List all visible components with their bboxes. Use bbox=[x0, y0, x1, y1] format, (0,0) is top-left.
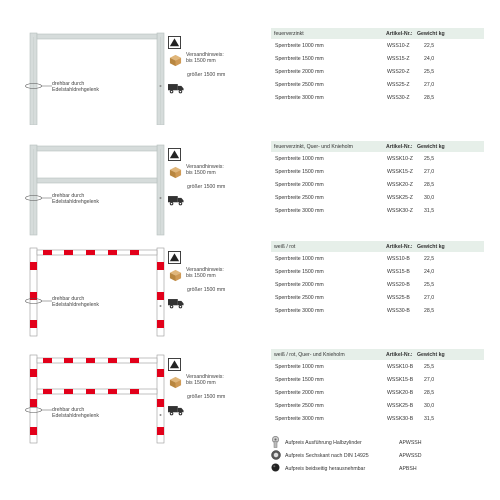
shipping-info bbox=[168, 148, 228, 209]
price-table bbox=[271, 349, 484, 425]
table-row: Sperrbreite 3000 mm WSS30-B 28,5 bbox=[275, 307, 435, 314]
pivot-note: drehbar durch Edelstahldrehgelenk bbox=[52, 296, 100, 308]
table-row: Sperrbreite 1000 mm WSS10-Z 22,5 bbox=[275, 42, 435, 49]
table-row: Sperrbreite 2500 mm WSS25-B 27,0 bbox=[275, 294, 435, 301]
package-box-icon bbox=[168, 269, 183, 282]
table-row: Sperrbreite 1500 mm WSSK15-B 27,0 bbox=[275, 376, 435, 383]
package-box-icon bbox=[168, 166, 183, 179]
truck-icon bbox=[168, 83, 184, 94]
shipping-upto-label: Versandhinweis: bis 1500 mm bbox=[186, 374, 224, 386]
shipping-over-label: größer 1500 mm bbox=[187, 394, 226, 400]
table-row: Sperrbreite 2500 mm WSS25-Z 27,0 bbox=[275, 81, 435, 88]
table-row: Sperrbreite 1000 mm WSSK10-B 25,5 bbox=[275, 363, 435, 370]
table-row: Sperrbreite 3000 mm WSSK30-B 31,5 bbox=[275, 415, 435, 422]
table-row: Sperrbreite 2500 mm WSSK25-Z 30,0 bbox=[275, 194, 435, 201]
warning-triangle-icon bbox=[168, 358, 181, 371]
package-box-icon bbox=[168, 376, 183, 389]
warning-triangle-icon bbox=[168, 148, 181, 161]
truck-icon bbox=[168, 298, 184, 309]
package-box-icon bbox=[168, 54, 183, 67]
accessories-list bbox=[271, 436, 484, 475]
table-row: Sperrbreite 1000 mm WSSK10-Z 25,5 bbox=[275, 155, 435, 162]
list-item: Aufpreis Sechskant nach DIN 14925 APWSSD bbox=[271, 449, 484, 462]
cylinder-lock-icon bbox=[271, 436, 280, 448]
shipping-info bbox=[168, 251, 228, 312]
black-knob-icon bbox=[271, 463, 280, 472]
warning-triangle-icon bbox=[168, 251, 181, 264]
price-table bbox=[271, 241, 484, 317]
list-item: Aufpreis Ausführung Halbzylinder APWSSH bbox=[271, 436, 484, 449]
hex-key-lock-icon bbox=[271, 450, 281, 460]
truck-icon bbox=[168, 195, 184, 206]
table-header: weiß / rot, Quer- und Knieholm Artikel-Nr.: Gewicht kg bbox=[271, 349, 484, 360]
shipping-info bbox=[168, 36, 228, 97]
product-section-white-red-knee bbox=[0, 345, 500, 445]
shipping-over-label: größer 1500 mm bbox=[187, 287, 226, 293]
table-row: Sperrbreite 3000 mm WSSK30-Z 31,5 bbox=[275, 207, 435, 214]
pivot-note: drehbar durch Edelstahldrehgelenk bbox=[52, 407, 100, 419]
table-row: Sperrbreite 2000 mm WSS20-Z 25,5 bbox=[275, 68, 435, 75]
shipping-upto-label: Versandhinweis: bis 1500 mm bbox=[186, 52, 224, 64]
shipping-upto-label: Versandhinweis: bis 1500 mm bbox=[186, 267, 224, 279]
product-section-galvanized bbox=[0, 25, 500, 125]
table-row: Sperrbreite 1500 mm WSSK15-Z 27,0 bbox=[275, 168, 435, 175]
pivot-note: drehbar durch Edelstahldrehgelenk bbox=[52, 193, 100, 205]
truck-icon bbox=[168, 405, 184, 416]
shipping-over-label: größer 1500 mm bbox=[187, 184, 226, 190]
price-table bbox=[271, 141, 484, 217]
table-row: Sperrbreite 1500 mm WSS15-B 24,0 bbox=[275, 268, 435, 275]
product-section-galvanized-knee bbox=[0, 137, 500, 237]
table-row: Sperrbreite 2000 mm WSSK20-Z 28,5 bbox=[275, 181, 435, 188]
shipping-info bbox=[168, 358, 228, 419]
pivot-note: drehbar durch Edelstahldrehgelenk bbox=[52, 81, 100, 93]
warning-triangle-icon bbox=[168, 36, 181, 49]
price-table bbox=[271, 28, 484, 104]
list-item: Aufpreis beidseitig herausnehmbar APBSH bbox=[271, 462, 484, 475]
table-row: Sperrbreite 1000 mm WSS10-B 22,5 bbox=[275, 255, 435, 262]
table-header: feuerverzinkt, Quer- und Knieholm Artikel-Nr.: Gewicht kg bbox=[271, 141, 484, 152]
table-row: Sperrbreite 2000 mm WSS20-B 25,5 bbox=[275, 281, 435, 288]
table-row: Sperrbreite 2500 mm WSSK25-B 30,0 bbox=[275, 402, 435, 409]
table-row: Sperrbreite 2000 mm WSSK20-B 28,5 bbox=[275, 389, 435, 396]
table-row: Sperrbreite 3000 mm WSS30-Z 28,5 bbox=[275, 94, 435, 101]
table-row: Sperrbreite 1500 mm WSS15-Z 24,0 bbox=[275, 55, 435, 62]
shipping-upto-label: Versandhinweis: bis 1500 mm bbox=[186, 164, 224, 176]
shipping-over-label: größer 1500 mm bbox=[187, 72, 226, 78]
product-section-white-red bbox=[0, 240, 500, 340]
table-header: weiß / rot Artikel-Nr.: Gewicht kg bbox=[271, 241, 484, 252]
table-header: feuerverzinkt Artikel-Nr.: Gewicht kg bbox=[271, 28, 484, 39]
